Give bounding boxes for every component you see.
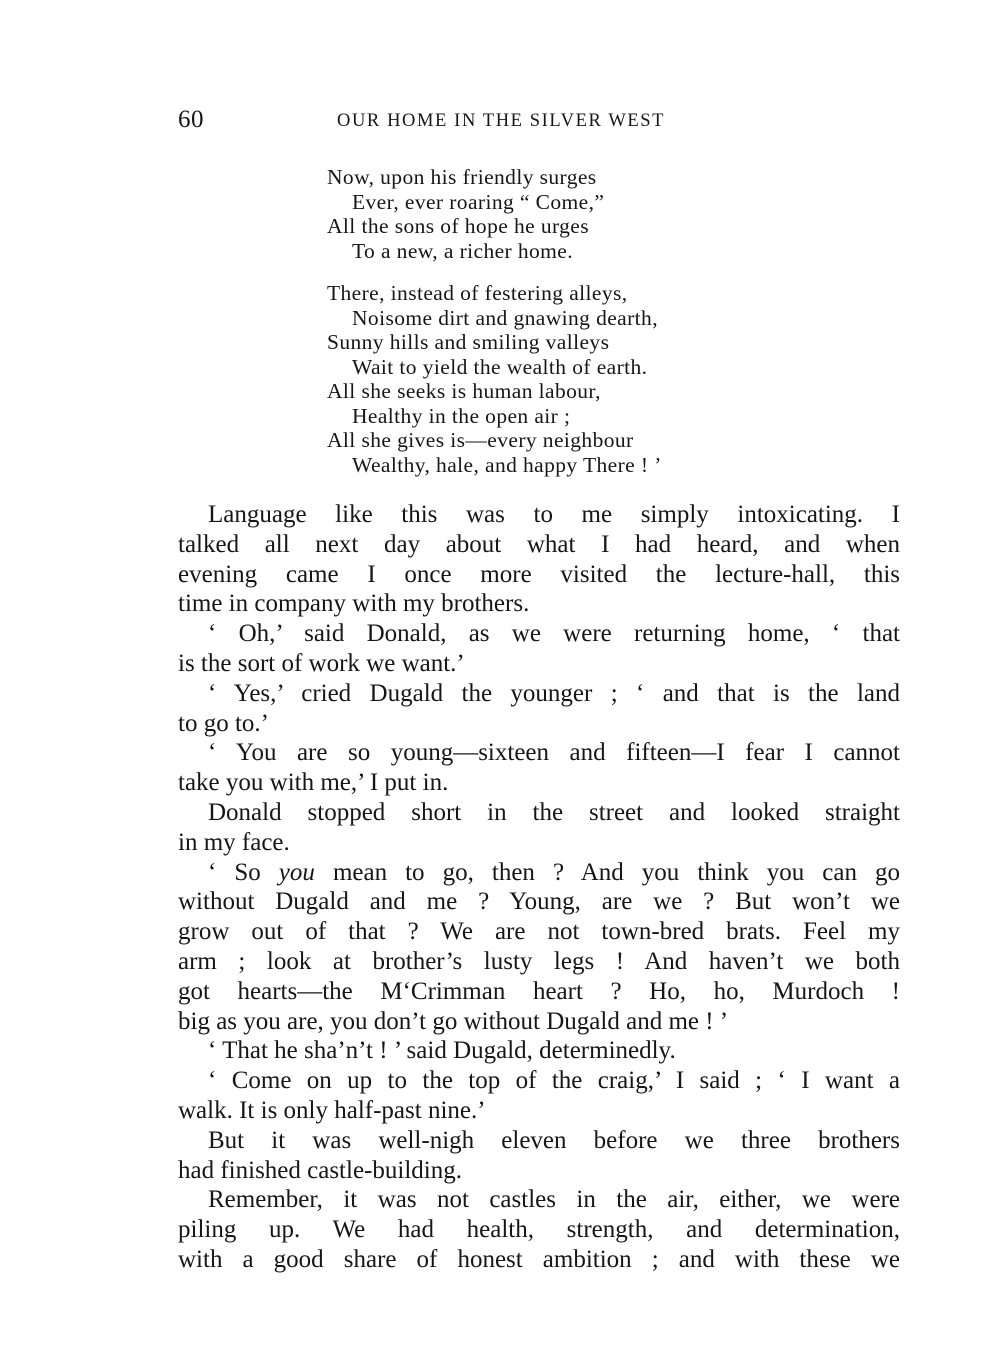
running-title: OUR HOME IN THE SILVER WEST xyxy=(337,111,666,131)
text-line: But it was well-nigh eleven before we three brothers xyxy=(208,1126,900,1154)
verse-line: Ever, ever roaring “ Come,” xyxy=(352,189,605,214)
poem-stanza xyxy=(327,165,787,263)
page-header xyxy=(178,106,900,138)
verse-line: All she seeks is human labour, xyxy=(327,379,601,403)
text-line: big as you are, you don’t go without Dugald and me ! ’ xyxy=(178,1007,729,1035)
text-line: ‘ Yes,’ cried Dugald the younger ; ‘ and that is the land xyxy=(208,679,900,707)
text-line: arm ; look at brother’s lusty legs ! And haven’t we both xyxy=(178,947,900,975)
verse-line: All the sons of hope he urges xyxy=(327,214,589,238)
text-line: time in company with my brothers. xyxy=(178,590,530,618)
text-line: Remember, it was not castles in the air, either, we were xyxy=(208,1186,900,1214)
verse-line: There, instead of festering alleys, xyxy=(327,281,628,305)
verse-line: To a new, a richer home. xyxy=(352,238,574,263)
page-number: 60 xyxy=(178,106,204,133)
verse-line: All she gives is—every neighbour xyxy=(327,428,634,452)
text-line: ‘ That he sha’n’t ! ’ said Dugald, determinedly. xyxy=(208,1037,676,1065)
text-line: with a good share of honest ambition ; and with these we xyxy=(178,1245,900,1273)
paragraph xyxy=(178,1185,900,1274)
text-line: ‘ Oh,’ said Donald, as we were returning home, ‘ that xyxy=(208,620,900,648)
text-line: ‘ Come on up to the top of the craig,’ I said ; ‘ I want a xyxy=(208,1067,900,1095)
text-line: in my face. xyxy=(178,828,290,856)
text-line: grow out of that ? We are not town-bred brats. Feel my xyxy=(178,918,900,946)
text-line: talked all next day about what I had heard, and when xyxy=(178,530,900,558)
paragraph xyxy=(178,1036,900,1066)
text-line: got hearts—the M‘Crimman heart ? Ho, ho, Murdoch ! xyxy=(178,977,900,1005)
text-line: Language like this was to me simply intoxicating. I xyxy=(208,501,900,528)
text-line: take you with me,’ I put in. xyxy=(178,769,449,797)
poem-excerpt xyxy=(327,165,787,477)
emphasized-word: you xyxy=(278,858,315,886)
text-segment: mean to go, then ? And you think you can go xyxy=(314,858,900,886)
text-segment: ‘ So xyxy=(208,858,279,886)
paragraph xyxy=(178,500,900,619)
text-line xyxy=(178,858,900,888)
paragraph xyxy=(178,738,900,798)
body-text xyxy=(178,500,900,1275)
text-line: evening came I once more visited the lecture-hall, this xyxy=(178,560,900,588)
text-line: ‘ You are so young—sixteen and fifteen—I fear I cannot xyxy=(208,739,900,767)
verse-line: Healthy in the open air ; xyxy=(352,403,571,428)
text-line: Donald stopped short in the street and looked straight xyxy=(208,798,900,826)
paragraph xyxy=(178,1126,900,1186)
paragraph xyxy=(178,858,900,1037)
verse-line: Now, upon his friendly surges xyxy=(327,165,597,189)
paragraph xyxy=(178,619,900,679)
text-line: is the sort of work we want.’ xyxy=(178,649,465,677)
verse-line: Wait to yield the wealth of earth. xyxy=(352,354,648,379)
text-line: piling up. We had health, strength, and determination, xyxy=(178,1216,900,1244)
verse-line: Noisome dirt and gnawing dearth, xyxy=(352,305,658,330)
poem-stanza xyxy=(327,281,787,477)
text-line: had finished castle-building. xyxy=(178,1156,462,1184)
text-line: without Dugald and me ? Young, are we ? But won’t we xyxy=(178,888,900,916)
text-line: walk. It is only half-past nine.’ xyxy=(178,1096,486,1124)
text-line: to go to.’ xyxy=(178,709,269,737)
verse-line: Sunny hills and smiling valleys xyxy=(327,330,610,354)
paragraph xyxy=(178,1066,900,1126)
paragraph xyxy=(178,679,900,739)
paragraph xyxy=(178,798,900,858)
verse-line: Wealthy, hale, and happy There ! ’ xyxy=(352,452,662,477)
